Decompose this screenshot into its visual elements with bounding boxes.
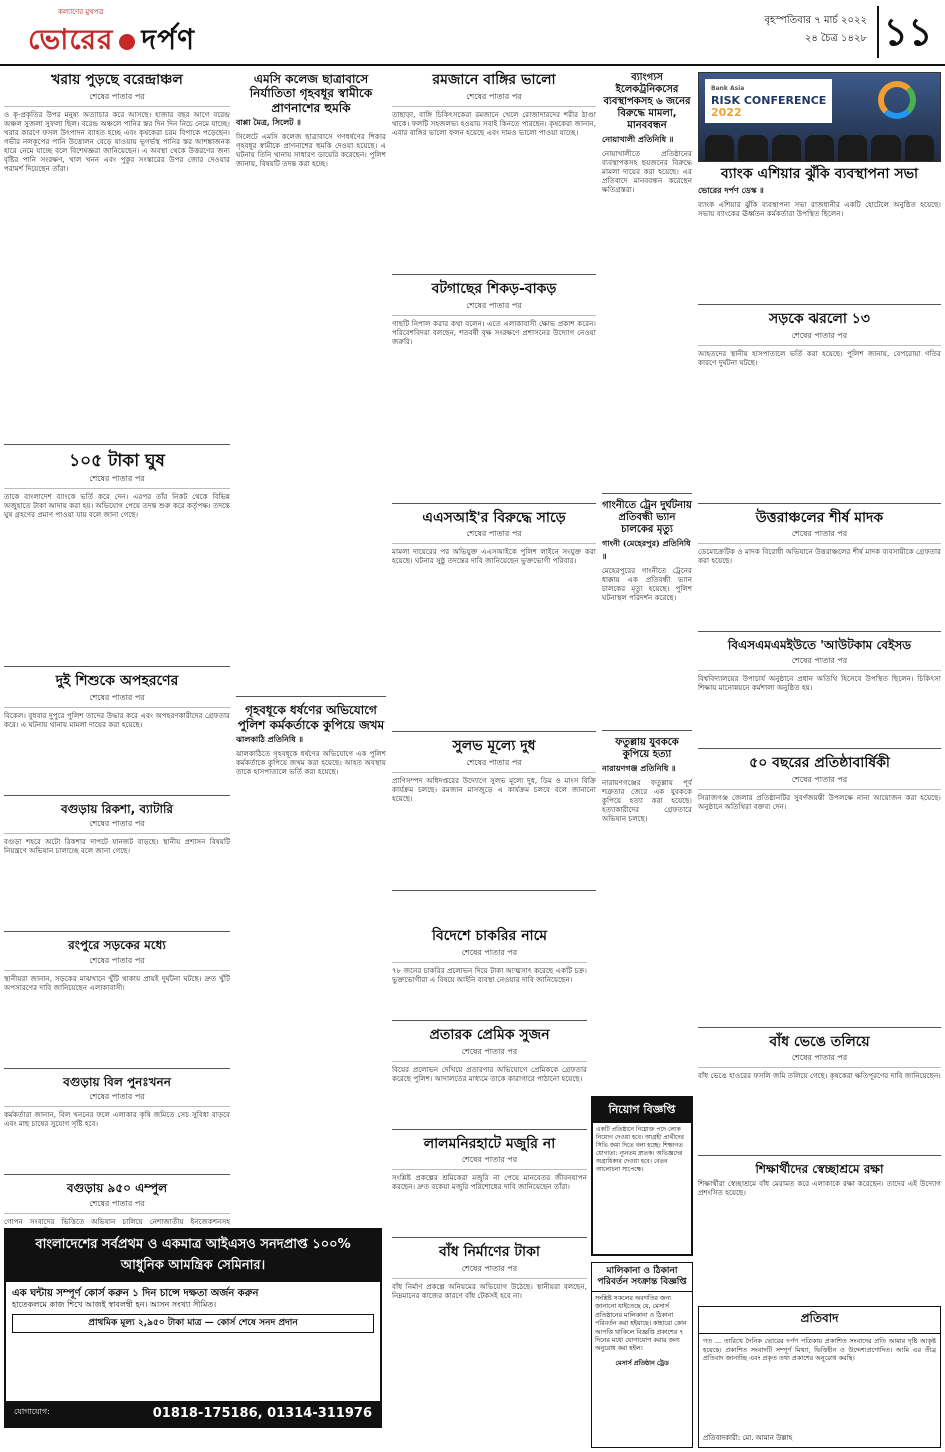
story-body: নারায়ণগঞ্জের ফতুল্লায় পূর্ব শত্রুতার জেরে এক যুবককে কুপিয়ে হত্যা করা হয়েছে। হত্যাকারীদের গ্রেফতারে অভিযান চলছে। (602, 778, 692, 824)
headline: শিক্ষার্থীদের স্বেচ্ছাশ্রমে রক্ষা (755, 1162, 884, 1177)
story-body: আহতদের স্থানীয় হাসপাতালে ভর্তি করা হয়েছে। পুলিশ জানায়, বেপরোয়া গতির কারণে দুর্ঘটনা ঘটছে। (698, 348, 941, 367)
story-rangpur-road[interactable] (4, 938, 230, 1068)
story-body: বাঁধ নির্মাণ প্রকল্পে অনিয়মের অভিযোগ উঠেছে। স্থানীয়রা বলছেন, নিম্নমানের কাজের কারণে বাঁধ টেকসই হবে না। (392, 1282, 587, 1301)
continued-label: শেষের পাতার পর (4, 818, 230, 834)
headline: এএসআই'র বিরুদ্ধে সাড়ে (422, 509, 566, 526)
logo-dot-icon (119, 34, 135, 50)
continued-label: শেষের পাতার পর (4, 473, 230, 489)
headline: বগুড়ায় ৯৫০ এম্পুল (66, 1181, 168, 1196)
protest-title: প্রতিবাদ (699, 1307, 940, 1334)
story-body: ঝালকাঠিতে গৃহবধূকে ধর্ষণের অভিযোগে এক পুলিশ কর্মকর্তাকে কুপিয়ে জখম করা হয়েছে। আহত অবস্থায় তাকে হাসপাতালে ভর্তি করা হয়েছে। (236, 748, 386, 777)
dateline (764, 12, 867, 48)
story-mc-college[interactable] (236, 72, 386, 697)
continued-label: শেষের পাতার পর (392, 91, 596, 107)
continued-label: শেষের পাতার পর (698, 528, 941, 544)
notice-title: মালিকানা ও ঠিকানা পরিবর্তন সংক্রান্ত বিজ্ঞপ্তি (592, 1263, 692, 1292)
column-3-side (602, 72, 692, 928)
story-melon[interactable] (392, 72, 596, 275)
ad-header: বাংলাদেশের সর্বপ্রথম ও একমাত্র আইএসও সনদপ্রাপ্ত ১০০% আধুনিক আমন্ত্রিক সেমিনার। (6, 1230, 380, 1282)
ownership-notice[interactable] (591, 1262, 693, 1448)
column-3-lower (392, 928, 587, 1346)
ad-body (6, 1282, 380, 1343)
story-body: ও কৃ-প্রকৃতির উপর মনুষ্য অত্যাচার করে আসছে। হাজার বছর আগে বরেন্দ্র অঞ্চল সুজলা সুফলা ছিল। বরেন্দ্র অঞ্চলে পানির স্তর দিন দিন নিচে নেমে যাচ্ছে। খরার কারণে ফসল উৎপাদন ব্যাহত হচ্ছে এবং কৃষকেরা চরম বিপাকে পড়েছেন। গভীর নলকূপের পানি উত্তোলন বেড়ে যাওয়ায় ভূগর্ভস্থ পানির স্তর আশঙ্কাজনক হারে নেমে যাচ্ছে বলে বিশেষজ্ঞরা জানিয়েছেন। এ অবস্থা থেকে উত্তরণের জন্য বৃষ্টির পানি সংরক্ষণ, খাল খনন এবং পুকুর সংস্কারের উপর জোর দেওয়ার পরামর্শ দিয়েছেন তাঁরা। (4, 109, 230, 174)
page-number: ১১ (877, 6, 937, 58)
conference-photo (698, 72, 941, 162)
story-body: ব্যাংক এশিয়ার ঝুঁকি ব্যবস্থাপনা সভা রাজধানীর একটি হোটেলে অনুষ্ঠিত হয়েছে। সভায় ব্যাংকের ঊর্ধ্বতন কর্মকর্তারা উপস্থিত ছিলেন। (698, 199, 941, 218)
continued-label: শেষের পাতার পর (392, 528, 596, 544)
newspaper-logo[interactable] (28, 6, 195, 65)
story-beel[interactable] (4, 1075, 230, 1175)
story-body: বিকেল। বুধবার দুপুরে পুলিশ তাদের উদ্ধার করে এবং অপহরণকারীদের গ্রেফতার করে। এ ঘটনায় থানায় মামলা দায়ের করা হয়েছে। (4, 710, 230, 730)
photo-banner-title: RISK CONFERENCE (711, 94, 827, 107)
story-drug-kingpin[interactable] (698, 510, 941, 633)
story-dam-break[interactable] (698, 1034, 941, 1157)
story-milk[interactable] (392, 738, 596, 891)
date-bangla: ২৪ চৈত্র ১৪২৮ (804, 33, 867, 44)
column-1 (4, 72, 230, 1226)
story-train-accident[interactable] (602, 500, 692, 731)
story-body: বিয়ের প্রলোভন দেখিয়ে প্রতারণার অভিযোগে প্রেমিককে গ্রেফতার করেছে পুলিশ। আদালতের মাধ্যমে তাকে কারাগারে পাঠানো হয়েছে। (392, 1064, 587, 1083)
headline: বগুড়ায় রিকশা, ব্যাটারি (60, 801, 174, 816)
continued-label: শেষের পাতার পর (4, 955, 230, 971)
story-bank-asia[interactable] (698, 166, 941, 305)
story-bangla-electronics[interactable] (602, 72, 692, 494)
continued-label: শেষের পাতার পর (4, 91, 230, 107)
photo-banner-year: 2022 (711, 106, 742, 119)
headline: রংপুরে সড়কের মধ্যে (68, 938, 166, 953)
byline: নোয়াখালী প্রতিনিধি ॥ (602, 134, 674, 144)
headline: বিএসএমএমইউতে 'আউটকাম বেইসড (727, 638, 912, 653)
story-body: শিক্ষার্থীরা স্বেচ্ছাশ্রমে বাঁধ মেরামত করে এলাকাকে রক্ষা করেছেন। তাদের এই উদ্যোগ প্রশংসিত হয়েছে। (698, 1178, 941, 1197)
headline: গাংনীতে ট্রেন দুর্ঘটনায় প্রতিবন্ধী ভ্যান চালকের মৃত্যু (602, 500, 692, 535)
byline: ভোরের দর্পণ ডেস্ক ॥ (698, 184, 764, 195)
continued-label: শেষের পাতার পর (392, 947, 587, 963)
story-body: নোয়াখালীতে প্রতিষ্ঠানের ব্যবস্থাপকসহ ছয়জনের বিরুদ্ধে মামলা দায়ের করা হয়েছে। এর প্রতিবাদে মানববন্ধন করেছেন ক্ষতিগ্রস্তরা। (602, 149, 692, 195)
headline: সুলভ মূল্যে দুধ (452, 738, 536, 755)
date-gregorian: বৃহস্পতিবার ৭ মার্চ ২০২২ (764, 15, 867, 26)
logo-tagline: কল্যাণের মুখপত্র (58, 8, 104, 16)
story-fraud-lover[interactable] (392, 1027, 587, 1130)
notice-signature: মেসার্স প্রতিষ্ঠান ট্রেড (615, 1359, 669, 1367)
story-road-13[interactable] (698, 311, 941, 504)
photo-banner (705, 79, 832, 123)
logo-word-1: ভোরের (28, 23, 114, 56)
continued-label: শেষের পাতার পর (698, 774, 941, 790)
story-body: সংশ্লিষ্ট প্রকল্পের শ্রমিকেরা মজুরি না পেয়ে মানবেতর জীবনযাপন করছেন। দ্রুত বকেয়া মজুরি পরিশোধের দাবি জানিয়েছেন তাঁরা। (392, 1173, 587, 1192)
story-bsmmu[interactable] (698, 638, 941, 748)
job-ad-body: একটি প্রতিষ্ঠানে নিম্নোক্ত পদে লোক নিয়োগ দেওয়া হবে। আগ্রহী প্রার্থীদের সিভি জমা দিতে বলা হচ্ছে। শিক্ষাগত যোগ্যতা: ন্যূনতম স্নাতক। অভিজ্ঞদের অগ্রাধিকার দেওয়া হবে। বেতন আলোচনা সাপেক্ষে। (596, 1126, 684, 1173)
job-ad-title: নিয়োগ বিজ্ঞপ্তি (593, 1098, 691, 1123)
photo-bank-name: Bank Asia (711, 85, 745, 92)
protest-footer: প্রতিবাদকারী: মো. আমান উল্লাহ (703, 1434, 793, 1442)
headline: ১০৫ টাকা ঘুষ (69, 450, 165, 471)
byline: বাপ্পা মৈত্র, সিলেট ॥ (236, 117, 301, 128)
story-fatullah[interactable] (602, 737, 692, 922)
photo-people (699, 127, 940, 161)
continued-label: শেষের পাতার পর (698, 330, 941, 346)
continued-label: শেষের পাতার পর (4, 692, 230, 708)
masthead (0, 0, 945, 66)
story-body: প্রাণিসম্পদ অধিদপ্তরের উদ্যোগে সুলভ মূল্যে দুধ, ডিম ও মাংস বিক্রি কার্যক্রম চলছে। রমজান মাসজুড়ে এ কার্যক্রম চলবে বলে জানানো হয়েছে। (392, 776, 596, 804)
story-body: সিরাজগঞ্জ জেলার প্রতিষ্ঠানটির সুবর্ণজয়ন্তী উপলক্ষে নানা আয়োজন করা হয়েছে। অনুষ্ঠানে অতিথিরা বক্তব্য দেন। (698, 792, 941, 811)
story-banyan[interactable] (392, 281, 596, 504)
story-body: গোপন সংবাদের ভিত্তিতে অভিযান চালিয়ে নেশাজাতীয় ইনজেকশনসহ (4, 1216, 230, 1226)
headline: দুই শিশুকে অপহরণের (55, 673, 179, 690)
headline: বাঁধ নির্মাণের টাকা (439, 1244, 540, 1261)
story-body: স্থানীয়রা জানান, সড়কের মাঝখানে খুঁটি থাকায় প্রায়ই দুর্ঘটনা ঘটছে। দ্রুত খুঁটি অপসারণের দাবি জানিয়েছেন এলাকাবাসী। (4, 973, 230, 992)
story-drought[interactable] (4, 72, 230, 445)
continued-label: শেষের পাতার পর (392, 757, 596, 773)
story-50-years[interactable] (698, 755, 941, 1028)
story-body: কর্মকর্তারা জানান, বিল খননের ফলে এলাকার কৃষি জমিতে সেচ সুবিধা বাড়বে এবং মাছ চাষের সুযোগ সৃষ্টি হবে। (4, 1110, 230, 1129)
ad-phone-numbers[interactable]: 01818-175186, 01314-311976 (152, 1406, 372, 1421)
story-body: বাঁধ ভেঙে হাওরের ফসলি জমি তলিয়ে গেছে। কৃষকেরা ক্ষতিপূরণের দাবি জানিয়েছেন। (698, 1071, 941, 1081)
story-asi[interactable] (392, 510, 596, 733)
headline: সড়কে ঝরলো ১৩ (768, 310, 870, 327)
headline: ৫০ বছরের প্রতিষ্ঠাবার্ষিকী (749, 754, 890, 771)
story-abduction[interactable] (4, 673, 230, 796)
headline: প্রতারক প্রেমিক সুজন (429, 1026, 550, 1043)
story-body: মেহেরপুরের গাংনীতে ট্রেনের ধাক্কায় এক প্রতিবন্ধী ভ্যান চালকের মৃত্যু হয়েছে। পুলিশ ঘটনাস্থল পরিদর্শন করেছে। (602, 566, 692, 603)
story-body: তাকে বাংলাদেশ ব্যাংকে ভর্তি করে দেন। এরপর তাঁর নিকট থেকে বিভিন্ন অজুহাতে টাকা আদায় করা হয়। অভিযোগ পেয়ে তদন্ত শুরু করে কর্তৃপক্ষ। তদন্তে ঘুষ গ্রহণের প্রমাণ পাওয়া যায় বলে জানা গেছে। (4, 492, 230, 520)
column-3-main (392, 72, 596, 928)
conference-logo-icon (878, 81, 916, 119)
story-body: বিশ্ববিদ্যালয়ের উপাচার্য অনুষ্ঠানে প্রধান অতিথি হিসেবে উপস্থিত ছিলেন। চিকিৎসা শিক্ষায় মানোন্নয়নে কর্মশালা অনুষ্ঠিত হয়। (698, 673, 941, 692)
headline: ব্যাংগ্যস ইলেকট্রনিকসের ব্যবস্থাপকসহ ৬ জনের বিরুদ্ধে মামলা, মানববন্ধন (603, 72, 691, 131)
protest-body: গত ... তারিখে দৈনিক ভোরের দর্পণ পত্রিকায় প্রকাশিত সংবাদের প্রতি আমার দৃষ্টি আকৃষ্ট হয়েছে। প্রকাশিত সংবাদটি সম্পূর্ণ মিথ্যা, ভিত্তিহীন ও উদ্দেশ্যপ্রণোদিত। আমি এর তীব্র প্রতিবাদ জানাচ্ছি এবং প্রকৃত তথ্য প্রকাশের অনুরোধ করছি। (703, 1337, 936, 1363)
headline: লালমনিরহাটে মজুরি না (423, 1135, 556, 1152)
story-body: গাছটি নিপাল করার কথা বলেন। এতে এলাকাবাসী ক্ষোভ প্রকাশ করেন। পরিবেশবিদরা বলছেন, শতবর্ষী বৃক্ষ সংরক্ষণে প্রশাসনের উদ্যোগ নেওয়া জরুরি। (392, 318, 596, 346)
continued-label: শেষের পাতার পর (392, 1263, 587, 1279)
continued-label: শেষের পাতার পর (392, 1046, 587, 1062)
headline: রমজানে বাঙ্গির ভালো (432, 72, 556, 88)
continued-label: শেষের পাতার পর (698, 655, 941, 671)
story-body: সিলেটে এমসি কলেজ ছাত্রাবাসে গণধর্ষণের শিকার গৃহবধূর স্বামীকে প্রাণনাশের হুমকি দেওয়া হয়েছে। এ ঘটনায় তিনি থানায় সাধারণ ডায়েরি করেছেন। পুলিশ জানায়, বিষয়টি তদন্ত করা হচ্ছে। (236, 132, 386, 169)
headline: বাঁধ ভেঙে তলিয়ে (769, 1033, 870, 1050)
ad-line-2: হাতেকলমে কাজ শিখে আজই স্বাবলম্বী হন। আসন সংখ্যা সীমিত। (12, 1300, 217, 1309)
headline: ব্যাংক এশিয়ার ঝুঁকি ব্যবস্থাপনা সভা (720, 166, 919, 182)
headline: গৃহবধূকে ধর্ষণের অভিযোগে পুলিশ কর্মকর্তাকে কুপিয়ে জখম (237, 703, 385, 732)
headline: এমসি কলেজ ছাত্রাবাসে নির্যাতিতা গৃহবধূর স্বামীকে প্রাণনাশের হুমকি (249, 72, 373, 115)
headline: খরায় পুড়ছে বরেন্দ্রাঞ্চল (51, 72, 183, 88)
story-body: বগুড়া শহরে অটো রিকশার দাপটে যানজট বাড়ছে। স্থানীয় প্রশাসন বিষয়টি নিয়ন্ত্রণে অভিযান চালাচ্ছে বলে জানা গেছে। (4, 837, 230, 856)
byline: ঝালকাঠি প্রতিনিধি ॥ (236, 733, 304, 744)
ad-phone-strip (6, 1401, 380, 1426)
byline: নারায়ণগঞ্জ প্রতিনিধি ॥ (602, 763, 676, 773)
headline: বটগাছের শিকড়-বাকড় (431, 280, 557, 297)
headline: উত্তরাঞ্চলের শীর্ষ মাদক (755, 509, 884, 526)
byline: গাংনী (মেহেরপুর) প্রতিনিধি ॥ (602, 538, 691, 561)
story-dam-money[interactable] (392, 1244, 587, 1346)
logo-word-2: দর্পণ (141, 23, 196, 56)
job-advertisement[interactable] (591, 1096, 693, 1256)
protest-box[interactable] (698, 1306, 941, 1448)
story-police-attack[interactable] (236, 703, 386, 1153)
seminar-advertisement[interactable] (4, 1228, 382, 1428)
column-2 (236, 72, 386, 1222)
ad-line-1: এক ঘন্টায় সম্পূর্ণ কোর্স করুন ১ দিন চান্সে দক্ষতা অর্জন করুন (12, 1288, 259, 1299)
story-body: মামলা দায়েরের পর অভিযুক্ত এএসআইকে পুলিশ লাইনে সংযুক্ত করা হয়েছে। ঘটনার সুষ্ঠু তদন্তের দাবি জানিয়েছেন ভুক্তভোগী পরিবার। (392, 547, 596, 566)
notice-body: সংশ্লিষ্ট সকলের অবগতির জন্য জানানো যাইতেছে যে, মেসার্স প্রতিষ্ঠানের মালিকানা ও ঠিকানা পরিবর্তন করা হইয়াছে। কাহারো কোন আপত্তি থাকিলে বিজ্ঞপ্তি প্রকাশের ৭ দিনের মধ্যে যোগাযোগ করার জন্য অনুরোধ করা হইল। (595, 1295, 687, 1353)
story-body: ডেমোক্রেটিক ও মাদক বিরোধী অভিযানে উত্তরাঞ্চলের শীর্ষ মাদক ব্যবসায়ীকে গ্রেফতার করা হয়েছে। (698, 547, 941, 566)
story-body: ৭৮ জনের চাকরির প্রলোভন দিয়ে টাকা আত্মসাৎ করেছে একটি চক্র। ভুক্তভোগীরা এ বিষয়ে আইনি ব্যবস্থা নেওয়ার দাবি জানিয়েছেন। (392, 965, 587, 984)
continued-label: শেষের পাতার পর (4, 1091, 230, 1107)
story-bribe[interactable] (4, 451, 230, 667)
continued-label: শেষের পাতার পর (392, 300, 596, 316)
story-abroad-job[interactable] (392, 928, 587, 1021)
headline: বিদেশে চাকরির নামে (431, 928, 548, 944)
ad-contact-label: যোগাযোগ: (14, 1407, 50, 1416)
story-wages[interactable] (392, 1136, 587, 1239)
column-4 (698, 72, 941, 1300)
headline: বগুড়ায় বিল পুনঃখনন (63, 1074, 171, 1089)
story-rickshaw[interactable] (4, 802, 230, 932)
story-volunteer[interactable] (698, 1162, 941, 1262)
ad-price-band: প্রাথমিক মূল্য ২,৯৫০ টাকা মাত্র — কোর্স শেষে সনদ প্রদান (12, 1314, 374, 1333)
continued-label: শেষের পাতার পর (698, 1052, 941, 1068)
headline: ফতুল্লায় যুবককে কুপিয়ে হত্যা (615, 737, 679, 760)
continued-label: শেষের পাতার পর (4, 1198, 230, 1214)
continued-label: শেষের পাতার পর (392, 1154, 587, 1170)
story-body: তাছাড়া, বাঙ্গি চিকিৎসকেরা রমজানে খেলে রোজাদারদের শরীর ঠাণ্ডা থাকে। ফলটি সহজলভ্য হওয়ায় সবাই কিনতে পারছেন। কৃষকেরা জানান, এবার বাঙ্গির ভালো ফলন হয়েছে এবং দামও ভালো পাওয়া যাচ্ছে। (392, 109, 596, 137)
